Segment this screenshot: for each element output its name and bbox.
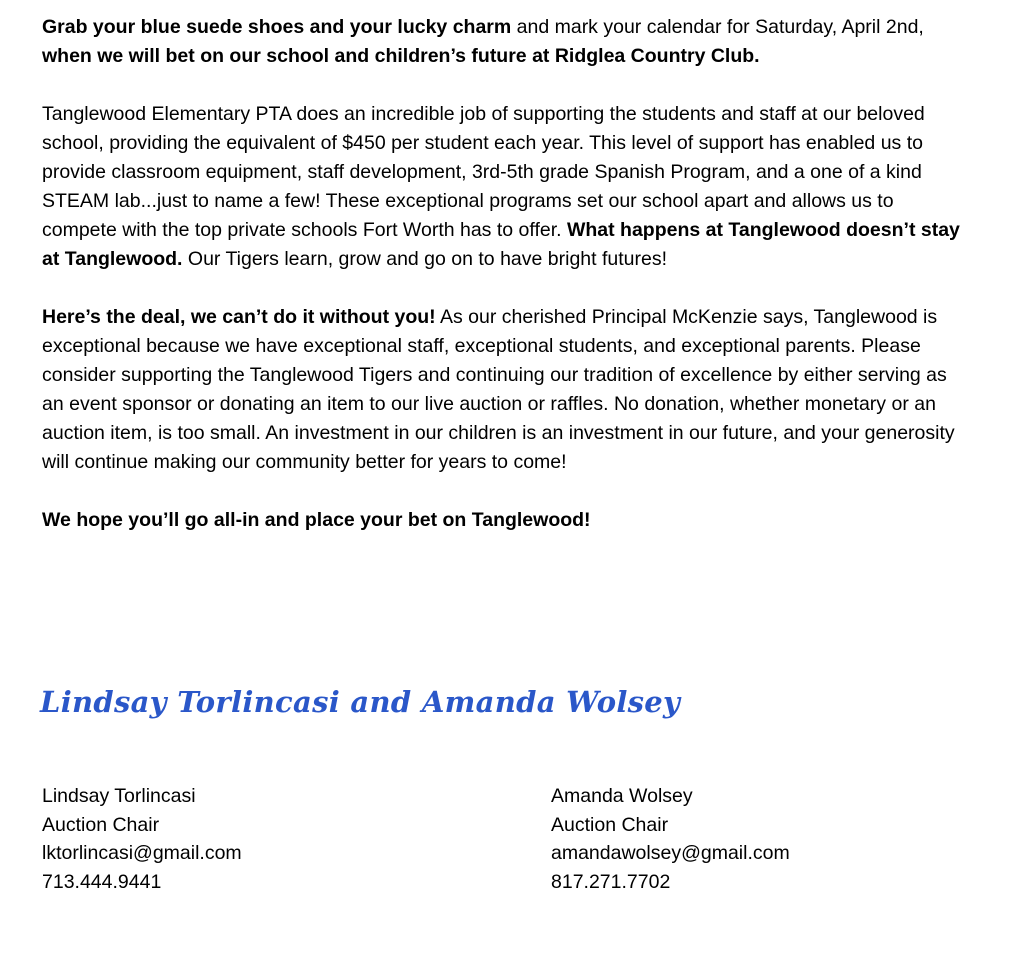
paragraph-closing — [42, 506, 972, 535]
contact-email[interactable]: lktorlincasi@gmail.com — [42, 842, 242, 864]
paragraph-pta-support — [42, 100, 972, 274]
bold-phrase: Here’s the deal, we can’t do it without you! — [42, 306, 436, 328]
letter-body — [42, 13, 972, 564]
signature-image — [38, 674, 738, 734]
text-run: and mark your calendar for Saturday, April 2nd, — [511, 16, 924, 38]
contact-card — [42, 782, 551, 896]
text-run: Tanglewood Elementary PTA does an incredible job of supporting the students and staff at our beloved school, providing the equivalent of $450 per student each year. This level of support has enabled us to provide classroom equipment, staff development, 3rd-5th grade Spanish Program, and a one of a kind STEAM lab...just to name a few! These exceptional programs set our school apart and allows us to compete with the top private schools Fort Worth has to offer. — [42, 103, 925, 241]
bold-phrase: when we will bet on our school and children’s future at Ridglea Country Club. — [42, 45, 760, 67]
bold-phrase: Grab your blue suede shoes and your lucky charm — [42, 16, 512, 38]
contact-block — [42, 782, 942, 896]
paragraph-intro — [42, 13, 972, 71]
contact-phone[interactable]: 713.444.9441 — [42, 870, 162, 893]
signature-script: Lindsay Torlincasi and Amanda Wolsey — [40, 685, 681, 719]
contact-title: Auction Chair — [42, 813, 160, 836]
handwritten-signature — [38, 674, 738, 734]
bold-phrase: What happens at Tanglewood doesn’t stay at Tanglewood. — [42, 219, 960, 270]
contact-name: Lindsay Torlincasi — [42, 785, 196, 807]
text-run: As our cherished Principal McKenzie says, Tanglewood is exceptional because we have exceptional staff, exceptional students, and exceptional parents. Please consider supporting the Tanglewood Tigers and continuing our tradition of excellence by either serving as an event sponsor or donating an item to our live auction or raffles. No donation, whether monetary or an auction item, is too small. An investment in our children is an investment in our future, and your generosity will continue making our community better for years to come! — [42, 306, 955, 473]
bold-phrase: We hope you’ll go all-in and place your bet on Tanglewood! — [42, 509, 591, 531]
contact-title: Auction Chair — [551, 813, 669, 836]
contact-name: Amanda Wolsey — [551, 785, 693, 807]
paragraph-the-deal — [42, 303, 972, 477]
contact-card — [551, 782, 931, 896]
contact-email[interactable]: amandawolsey@gmail.com — [551, 842, 790, 864]
contact-phone[interactable]: 817.271.7702 — [551, 870, 671, 893]
text-run: Our Tigers learn, grow and go on to have bright futures! — [182, 248, 668, 270]
